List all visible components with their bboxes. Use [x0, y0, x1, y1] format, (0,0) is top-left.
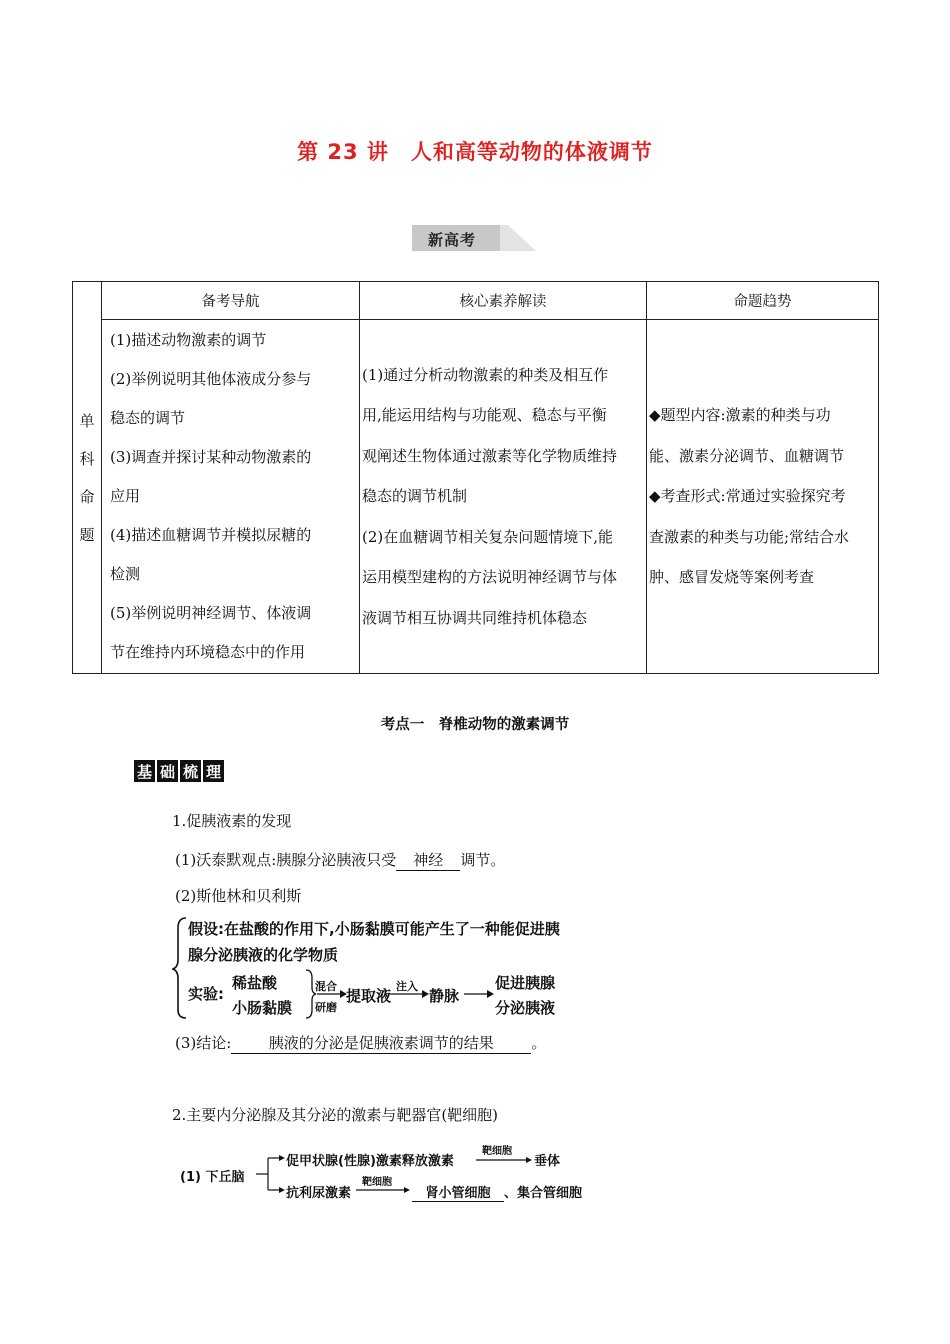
hypothalamus-diagram [176, 1140, 596, 1202]
jichu-char: 基 [136, 763, 152, 781]
guide-line: 检测 [110, 565, 141, 583]
literacy-line: 稳态的调节机制 [362, 487, 468, 506]
product-extract: 提取液 [346, 987, 392, 1005]
target-pituitary: 垂体 [534, 1154, 561, 1169]
exam-guide-cell [102, 320, 360, 674]
literacy-line: 运用模型建构的方法说明神经调节与体 [362, 568, 618, 587]
guide-line: (3)调查并探讨某种动物激素的 [110, 448, 312, 466]
header-trend: 命题趋势 [647, 282, 879, 320]
hormone-trh: 促甲状腺(性腺)激素释放激素 [286, 1154, 454, 1169]
guide-line: 稳态的调节 [110, 409, 186, 427]
trend-cell [647, 320, 879, 674]
sub3-prefix: (3)结论: [175, 1034, 232, 1052]
material-mucosa: 小肠黏膜 [232, 999, 293, 1017]
sub3-suffix: 。 [531, 1034, 547, 1052]
op-inject: 注入 [396, 980, 418, 993]
trend-line: ◆考查形式:常通过实验探究考 [649, 487, 846, 506]
hypothesis-line-1: 假设:在盐酸的作用下,小肠黏膜可能产生了一种能促进胰 [188, 920, 560, 938]
literacy-line: 液调节相互协调共同维持机体稳态 [362, 608, 588, 627]
op-grind: 研磨 [315, 1001, 337, 1014]
literacy-line: (1)通过分析动物激素的种类及相互作 [362, 365, 609, 384]
jichu-char: 理 [205, 763, 221, 781]
side-label-char: 单 [79, 411, 95, 430]
material-hcl: 稀盐酸 [232, 974, 278, 992]
target-kidney-tubule [412, 1182, 582, 1202]
side-label-char: 题 [79, 525, 95, 544]
target2-answer-blank: 肾小管细胞 [412, 1182, 504, 1202]
guide-line: (5)举例说明神经调节、体液调 [110, 604, 312, 622]
vein-label: 静脉 [429, 987, 460, 1005]
sub1-prefix: (1)沃泰默观点:胰腺分泌胰液只受 [175, 851, 397, 869]
target-label-1: 靶细胞 [482, 1146, 512, 1157]
guide-line: (1)描述动物激素的调节 [110, 331, 267, 349]
item1-heading: 1.促胰液素的发现 [172, 812, 292, 830]
jichu-char: 梳 [182, 763, 198, 781]
jichu-shuli-badge [133, 757, 228, 785]
item1-sub3 [175, 1032, 546, 1054]
trend-line: 肿、感冒发烧等案例考查 [649, 568, 815, 587]
guide-line: 节在维持内环境稳态中的作用 [110, 643, 306, 661]
trend-line: 查激素的种类与功能;常结合水 [649, 527, 850, 546]
header-exam-guide: 备考导航 [102, 282, 360, 320]
core-literacy-cell [360, 320, 647, 674]
experiment-label: 实验: [188, 985, 224, 1003]
target2-suffix: 、集合管细胞 [504, 1186, 583, 1201]
hormone-adh: 抗利尿激素 [286, 1186, 352, 1201]
literacy-line: (2)在血糖调节相关复杂问题情境下,能 [362, 527, 614, 546]
experiment-diagram [172, 912, 632, 1022]
side-label-char: 科 [79, 449, 95, 468]
gland-hypothalamus: (1) 下丘脑 [180, 1170, 245, 1185]
trend-line: ◆题型内容:激素的种类与功 [649, 406, 831, 425]
guide-line: (4)描述血糖调节并模拟尿糖的 [110, 526, 312, 544]
badge-label: 新高考 [428, 231, 477, 249]
hypothesis-line-2: 腺分泌胰液的化学物质 [188, 946, 339, 964]
guide-line: 应用 [110, 487, 141, 505]
side-label-char: 命 [79, 487, 95, 506]
item1-sub2: (2)斯他林和贝利斯 [175, 887, 302, 905]
literacy-line: 观阐述生物体通过激素等化学物质维持 [362, 446, 618, 465]
result-line-2: 分泌胰液 [495, 999, 556, 1017]
op-mix: 混合 [315, 980, 337, 993]
header-core-literacy: 核心素养解读 [360, 282, 647, 320]
exam-guide-table [72, 281, 879, 674]
guide-line: (2)举例说明其他体液成分参与 [110, 370, 312, 388]
trend-line: 能、激素分泌调节、血糖调节 [649, 446, 845, 465]
side-label-cell [73, 282, 102, 674]
sub3-answer-blank: 胰液的分泌是促胰液素调节的结果 [231, 1032, 531, 1054]
sub1-answer-blank: 神经 [396, 849, 460, 871]
literacy-line: 用,能运用结构与功能观、稳态与平衡 [362, 406, 607, 425]
item2-heading: 2.主要内分泌腺及其分泌的激素与靶器官(靶细胞) [172, 1106, 499, 1124]
result-line-1: 促进胰腺 [495, 974, 556, 992]
target-label-2: 靶细胞 [362, 1177, 392, 1188]
item1-sub1 [175, 849, 505, 871]
sub1-suffix: 调节。 [460, 851, 506, 869]
section-heading: 考点一 脊椎动物的激素调节 [380, 717, 570, 733]
jichu-char: 础 [159, 763, 175, 781]
page-title: 第 23 讲 人和高等动物的体液调节 [297, 140, 653, 164]
